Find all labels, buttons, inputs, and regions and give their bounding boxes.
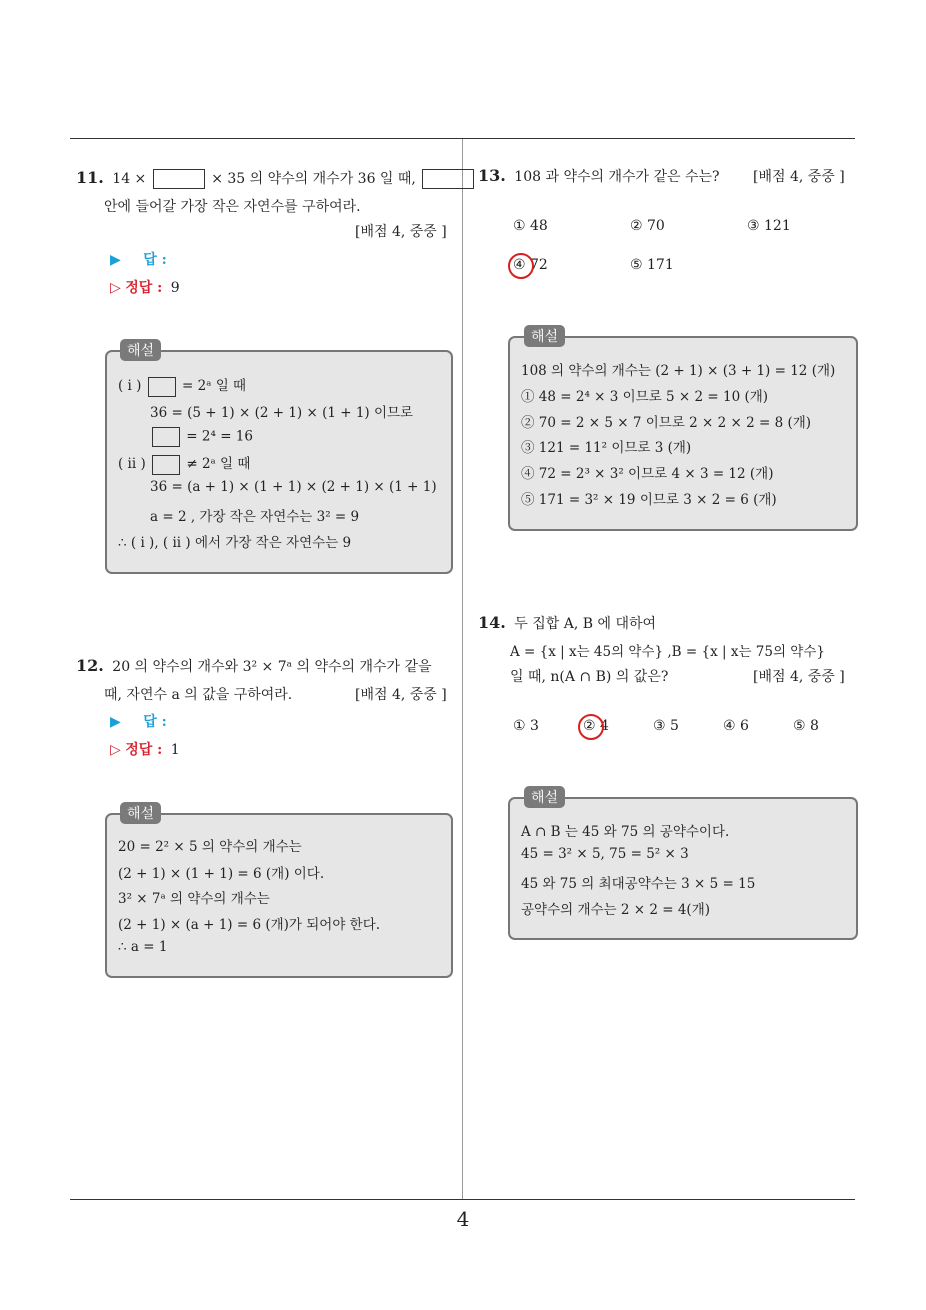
- q11-sol-line4: [118, 452, 250, 475]
- q11-sol-blank-3: [152, 455, 180, 475]
- q11-answer-label: 답 :: [143, 252, 167, 268]
- q14-choice-5[interactable]: ⑤ 8: [793, 718, 819, 734]
- q13-line1: [478, 166, 720, 186]
- q11-correct-row: [110, 277, 180, 297]
- q13-choice-2[interactable]: ② 70: [630, 218, 665, 234]
- q12-text: 20 의 약수의 개수와 3² × 7ᵃ 의 약수의 개수가 같을: [112, 659, 432, 675]
- column-divider: [462, 139, 463, 1200]
- q12-sol-line: ∴ a = 1: [118, 939, 168, 955]
- q11-correct-label: 정답 :: [125, 280, 163, 296]
- q11-sol-blank: [148, 377, 176, 397]
- q13-sol-line: ① 48 = 2⁴ × 3 이므로 5 × 2 = 10 (개): [521, 389, 769, 405]
- q14-sol-line: 45 와 75 의 최대공약수는 3 × 5 = 15: [521, 876, 756, 892]
- q11-sol-line3: [150, 427, 253, 447]
- q14-sol-line: 45 = 3² × 5, 75 = 5² × 3: [521, 846, 689, 862]
- q14-score: [배점 4, 중중 ]: [753, 669, 845, 685]
- q11-line1: [76, 168, 476, 189]
- q12-sol-line: 3² × 7ᵃ 의 약수의 개수는: [118, 891, 270, 907]
- q12-answer-label: 답 :: [143, 714, 167, 730]
- q11-number: 11.: [76, 168, 104, 187]
- q14-choice-2[interactable]: ② 4: [583, 718, 609, 734]
- play-arrow-icon: ▶: [110, 714, 121, 730]
- q12-answer-row: [110, 711, 167, 731]
- q11-pre: 14 ×: [112, 171, 147, 187]
- q13-choice-3[interactable]: ③ 121: [747, 218, 791, 234]
- outline-arrow-icon: ▷: [110, 280, 121, 296]
- q11-sol-line6: a = 2 , 가장 작은 자연수는 3² = 9: [150, 509, 360, 525]
- q12-line1: [76, 656, 432, 676]
- q12-correct-value: 1: [170, 742, 180, 758]
- q13-choice-1[interactable]: ① 48: [513, 218, 548, 234]
- q14-correct-circle: [578, 714, 604, 740]
- play-arrow-icon: ▶: [110, 252, 121, 268]
- q13-number: 13.: [478, 166, 506, 185]
- q11-sol-line1: [118, 374, 246, 397]
- q12-solution-tag: 해설: [120, 802, 161, 824]
- q13-sol-line: ② 70 = 2 × 5 × 7 이므로 2 × 2 × 2 = 8 (개): [521, 415, 812, 431]
- q14-text: 두 집합 A, B 에 대하여: [514, 616, 657, 632]
- q11-sol-blank-2: [152, 427, 180, 447]
- bottom-rule: [70, 1199, 855, 1200]
- q14-choice-4[interactable]: ④ 6: [723, 718, 749, 734]
- q12-sol-line: (2 + 1) × (a + 1) = 6 (개)가 되어야 한다.: [118, 917, 381, 933]
- q14-line2: A = {x | x는 45의 약수} ,B = {x | x는 75의 약수}: [510, 644, 825, 660]
- q12-line2: 때, 자연수 a 의 값을 구하여라.: [104, 687, 293, 703]
- q14-line3: 일 때, n(A ∩ B) 의 값은?: [510, 669, 669, 685]
- q11-sol-case1: ( i ): [118, 378, 142, 394]
- q14-sol-line: A ∩ B 는 45 와 75 의 공약수이다.: [521, 824, 730, 840]
- outline-arrow-icon: ▷: [110, 742, 121, 758]
- q11-score: [배점 4, 중중 ]: [355, 224, 447, 240]
- q11-mid: × 35 의 약수의 개수가 36 일 때,: [211, 171, 416, 187]
- page-number: 4: [456, 1207, 470, 1231]
- q14-solution-tag: 해설: [524, 786, 565, 808]
- q14-solution-box: [508, 797, 858, 940]
- q11-sol-line7: ∴ ( i ), ( ii ) 에서 가장 작은 자연수는 9: [118, 535, 352, 551]
- q11-sol-value: = 2⁴ = 16: [186, 428, 253, 445]
- q11-solution-tag: 해설: [120, 339, 161, 361]
- q11-sol-case2-cond: ≠ 2ᵃ 일 때: [186, 456, 251, 472]
- q14-number: 14.: [478, 613, 506, 632]
- q13-correct-circle: [508, 253, 534, 279]
- q13-score: [배점 4, 중중 ]: [753, 169, 845, 185]
- q14-sol-line: 공약수의 개수는 2 × 2 = 4(개): [521, 902, 710, 918]
- q11-sol-line5: 36 = (a + 1) × (1 + 1) × (2 + 1) × (1 + 1): [150, 479, 437, 495]
- q14-choice-1[interactable]: ① 3: [513, 718, 539, 734]
- q13-text: 108 과 약수의 개수가 같은 수는?: [514, 169, 720, 185]
- q12-correct-label: 정답 :: [125, 742, 163, 758]
- q13-sol-line: ③ 121 = 11² 이므로 3 (개): [521, 440, 692, 456]
- q13-solution-tag: 해설: [524, 325, 565, 347]
- q11-blank-box-2: [422, 169, 474, 189]
- q11-sol-case1-cond: = 2ᵃ 일 때: [182, 378, 247, 394]
- q13-sol-line: ④ 72 = 2³ × 3² 이므로 4 × 3 = 12 (개): [521, 466, 774, 482]
- q11-blank-box: [153, 169, 205, 189]
- q11-correct-value: 9: [170, 280, 180, 296]
- q13-choice-4[interactable]: ④ 72: [513, 257, 548, 273]
- q12-sol-line: 20 = 2² × 5 의 약수의 개수는: [118, 839, 302, 855]
- q13-sol-line: ⑤ 171 = 3² × 19 이므로 3 × 2 = 6 (개): [521, 492, 777, 508]
- q12-score: [배점 4, 중중 ]: [355, 687, 447, 703]
- q11-line2: 안에 들어갈 가장 작은 자연수를 구하여라.: [104, 199, 361, 215]
- q14-choice-3[interactable]: ③ 5: [653, 718, 679, 734]
- q11-sol-case2: ( ii ): [118, 456, 146, 472]
- q13-sol-line: 108 의 약수의 개수는 (2 + 1) × (3 + 1) = 12 (개): [521, 363, 836, 379]
- q14-line1: [478, 613, 656, 633]
- q12-sol-line: (2 + 1) × (1 + 1) = 6 (개) 이다.: [118, 866, 325, 882]
- q12-correct-row: [110, 739, 180, 759]
- q13-choice-5[interactable]: ⑤ 171: [630, 257, 674, 273]
- q11-sol-line2: 36 = (5 + 1) × (2 + 1) × (1 + 1) 이므로: [150, 405, 414, 421]
- q12-number: 12.: [76, 656, 104, 675]
- q11-answer-row: [110, 249, 167, 269]
